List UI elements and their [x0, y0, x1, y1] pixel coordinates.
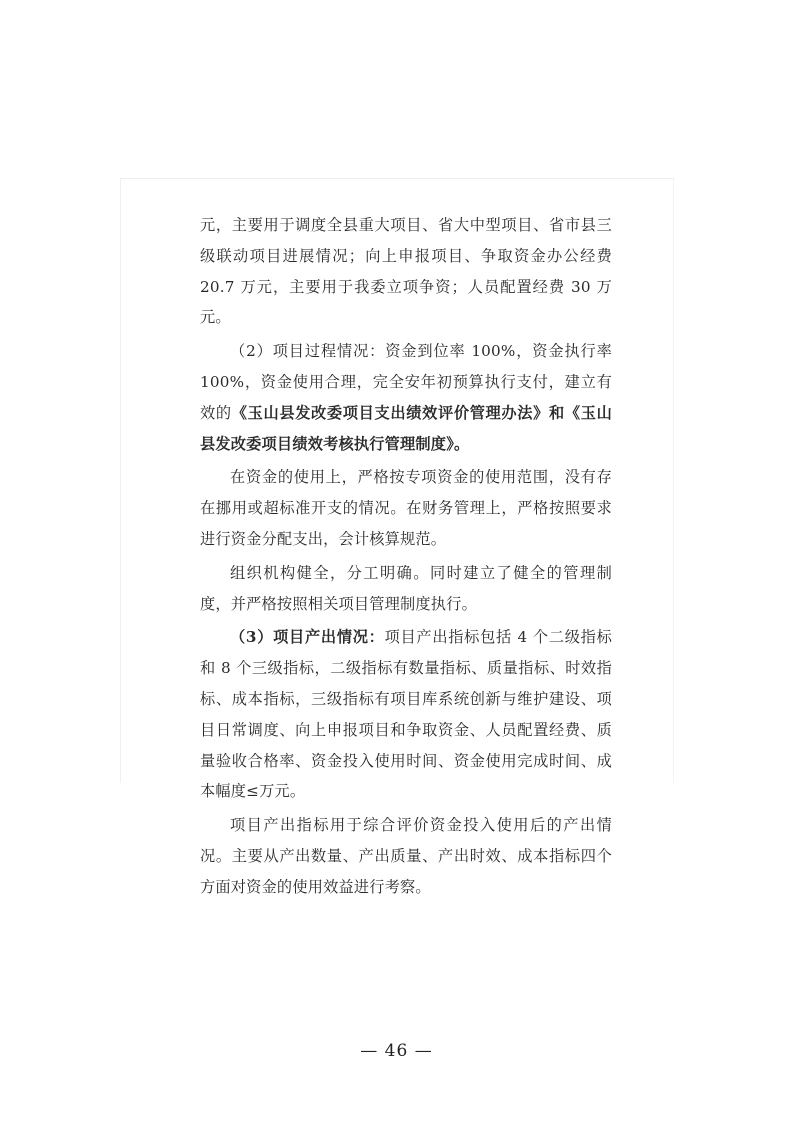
- output-heading: （3）项目产出情况：: [230, 628, 385, 647]
- process-text: （2）项目过程情况：资金到位率 100%，资金执行率 100%，资金使用合理，完全安年初预算执行支付，建立有效的: [200, 342, 612, 422]
- paragraph-output-evaluation: 项目产出指标用于综合评价资金投入使用后的产出情况。主要从产出数量、产出质量、产出时效、成本指标四个方面对资金的使用效益进行考察。: [200, 816, 612, 896]
- paragraph-fund-usage: 在资金的使用上，严格按专项资金的使用范围，没有存在挪用或超标准开支的情况。在财务管理上，严格按照要求进行资金分配支出，会计核算规范。: [200, 468, 612, 548]
- paragraph-organization: 组织机构健全，分工明确。同时建立了健全的管理制度，并严格按照相关项目管理制度执行。: [200, 563, 612, 613]
- management-rules-titles: 《玉山县发改委项目支出绩效评价管理办法》和《玉山县发改委项目绩效考核执行管理制度》。: [200, 403, 612, 453]
- paragraph-project-process: [200, 336, 612, 459]
- page-number: — 46 —: [360, 1041, 433, 1061]
- paragraph-funding-breakdown: 元，主要用于调度全县重大项目、省大中型项目、省市县三级联动项目进展情况；向上申报项目、争取资金办公经费 20.7 万元，主要用于我委立项争资；人员配置经费 30 万元。: [200, 216, 612, 327]
- document-body: [200, 210, 612, 903]
- output-text: 项目产出指标包括 4 个二级指标和 8 个三级指标，二级指标有数量指标、质量指标、时效指标、成本指标，三级指标有项目库系统创新与维护建设、项目日常调度、向上申报项目和争取资金、人员配置经费、质量验收合格率、资金投入使用时间、资金使用完成时间、成本幅度≤万元。: [200, 628, 612, 801]
- paragraph-project-output: [200, 622, 612, 807]
